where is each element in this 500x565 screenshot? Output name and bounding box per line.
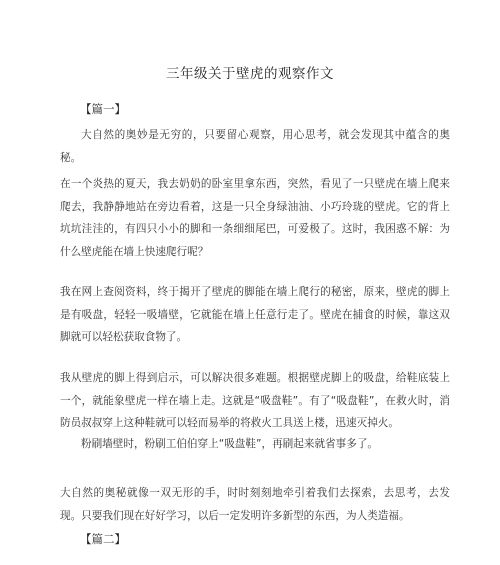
section-label-1: 【篇一】 <box>80 102 126 116</box>
paragraph-1: 大自然的奥妙是无穷的，只要留心观察，用心思考，就会发现其中蕴含的奥秘。 <box>60 129 450 164</box>
paragraph-5: 粉刷墙壁时，粉刷工伯伯穿上“吸盘鞋”，再刷起来就省事多了。 <box>81 438 379 450</box>
paragraph-3: 我在网上查阅资料，终于揭开了壁虎的脚能在墙上爬行的秘密，原来，壁虎的脚上是有吸盘，轻轻一吸墙壁，它就能在墙上任意行走了。壁虎在捕食的时候，靠这双脚就可以轻松获取食物了。 <box>60 286 450 343</box>
document-title: 三年级关于壁虎的观察作文 <box>166 66 334 82</box>
section-label-2: 【篇二】 <box>80 532 126 546</box>
paragraph-4: 我从壁虎的脚上得到启示，可以解决很多难题。根据壁虎脚上的吸盘，给鞋底装上一个，就能象壁虎一样在墙上走。这就是“吸盘鞋”。有了“吸盘鞋”，在救火时，消防员叔叔穿上这种鞋就可以轻而易举的将救火工具送上楼，迅速灭掉火。 <box>60 372 450 429</box>
paragraph-6: 大自然的奥秘就像一双无形的手，时时刻刻地牵引着我们去探索，去思考，去发现。只要我们现在好好学习，以后一定发明许多新型的东西，为人类造福。 <box>60 487 450 522</box>
paragraph-2: 在一个炎热的夏天，我去奶奶的卧室里拿东西，突然，看见了一只壁虎在墙上爬来爬去，我静静地站在旁边看着，这是一只全身绿油油、小巧玲珑的壁虎。它的背上坑坑洼洼的，有四只小小的脚和一条细细尾巴，可爱极了。这时，我困惑不解：为什么壁虎能在墙上快速爬行呢？ <box>60 178 450 258</box>
